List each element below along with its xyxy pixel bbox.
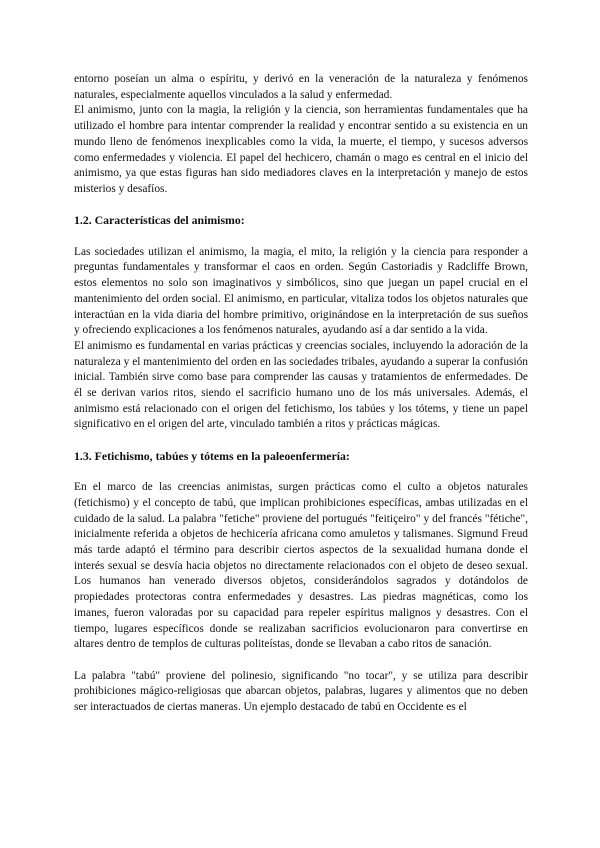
paragraph-animism-nature: entorno poseían un alma o espíritu, y derivó en la veneración de la naturaleza y fenómenos naturales, especialmente aquellos vinculados a la salud y enfermedad. — [74, 73, 528, 101]
spacer — [74, 198, 528, 214]
paragraph-fetishism: En el marco de las creencias animistas, surgen prácticas como el culto a objetos naturales (fetichismo) y el concepto de tabú, que implican prohibiciones específicas, ambas utilizadas en el cuidado de la salud. La palabra "fetiche" proviene del portugués "feitiçeiro" y del francés "fétiche", inicialmente referida a objetos de hechicería africana como amuletos y talismanes. Sigmund Freud más tarde adaptó el término para describir ciertos aspectos de la sexualidad humana donde el interés sexual se desvía hacia objetos no directamente relacionados con el objeto de deseo sexual. Los humanos han venerado diversos objetos, considerándolos sagrados y dotándolos de propiedades protectoras contra enfermedades y desastres. Las piedras magnéticas, como los imanes, fueron valoradas por su capacidad para repeler espíritus malignos y desastres. Con el tiempo, lugares específicos donde se realizaban sacrificios evolucionaron para convertirse en altares dentro de templos de culturas politeístas, donde se llevaban a cabo ritos de sanación. — [74, 481, 528, 651]
paragraph-societies: Las sociedades utilizan el animismo, la magia, el mito, la religión y la ciencia para responder a preguntas fundamentales y transformar el caos en orden. Según Castoriadis y Radcliffe Brown, estos elementos no solo son imaginativos y simbólicos, sino que juegan un papel crucial en el mantenimiento del orden social. El animismo, en particular, vitaliza todos los objetos naturales que interactúan en la vida diaria del hombre primitivo, originándose en la interpretación de sus sueños y ofreciendo explicaciones a los fenómenos naturales, ayudando así a dar sentido a la vida. — [74, 245, 528, 337]
spacer — [74, 433, 528, 449]
paragraph-animism-fundamental: El animismo es fundamental en varias prácticas y creencias sociales, incluyendo la adoración de la naturaleza y el mantenimiento del orden en las sociedades tribales, ayudando a superar la confusión inicial. También sirve como base para comprender las causas y tratamientos de enfermedades. De él se derivan varios ritos, siendo el sacrificio humano uno de los más universales. Además, el animismo está relacionado con el origen del fetichismo, los tabúes y los tótems, y tiene un papel significativo en el origen del arte, vinculado también a ritos y prácticas mágicas. — [74, 339, 528, 431]
spacer — [74, 229, 528, 245]
spacer — [74, 465, 528, 481]
spacer — [74, 653, 528, 669]
paragraph-animism-tools: El animismo, junto con la magia, la religión y la ciencia, son herramientas fundamentales que ha utilizado el hombre para intentar comprender la realidad y encontrar sentido a su existencia en un mundo lleno de fenómenos inexplicables como la vida, la muerte, el tiempo, y sucesos adversos como enfermedades y violencia. El papel del hechicero, chamán o mago es central en el inicio del animismo, ya que estas figuras han sido mediadores claves en la interpretación y manejo de estos misterios y desafíos. — [74, 104, 528, 195]
section-heading-fetishism: 1.3. Fetichismo, tabúes y tótems en la paleoenfermería: — [74, 448, 350, 463]
section-heading-characteristics: 1.2. Características del animismo: — [74, 213, 245, 228]
paragraph-taboo: La palabra "tabú" proviene del polinesio, significando "no tocar", y se utiliza para describir prohibiciones mágico-religiosas que abarcan objetos, palabras, lugares y alimentos que no deben ser interactuados de ciertas maneras. Un ejemplo destacado de tabú en Occidente es el — [74, 669, 528, 714]
